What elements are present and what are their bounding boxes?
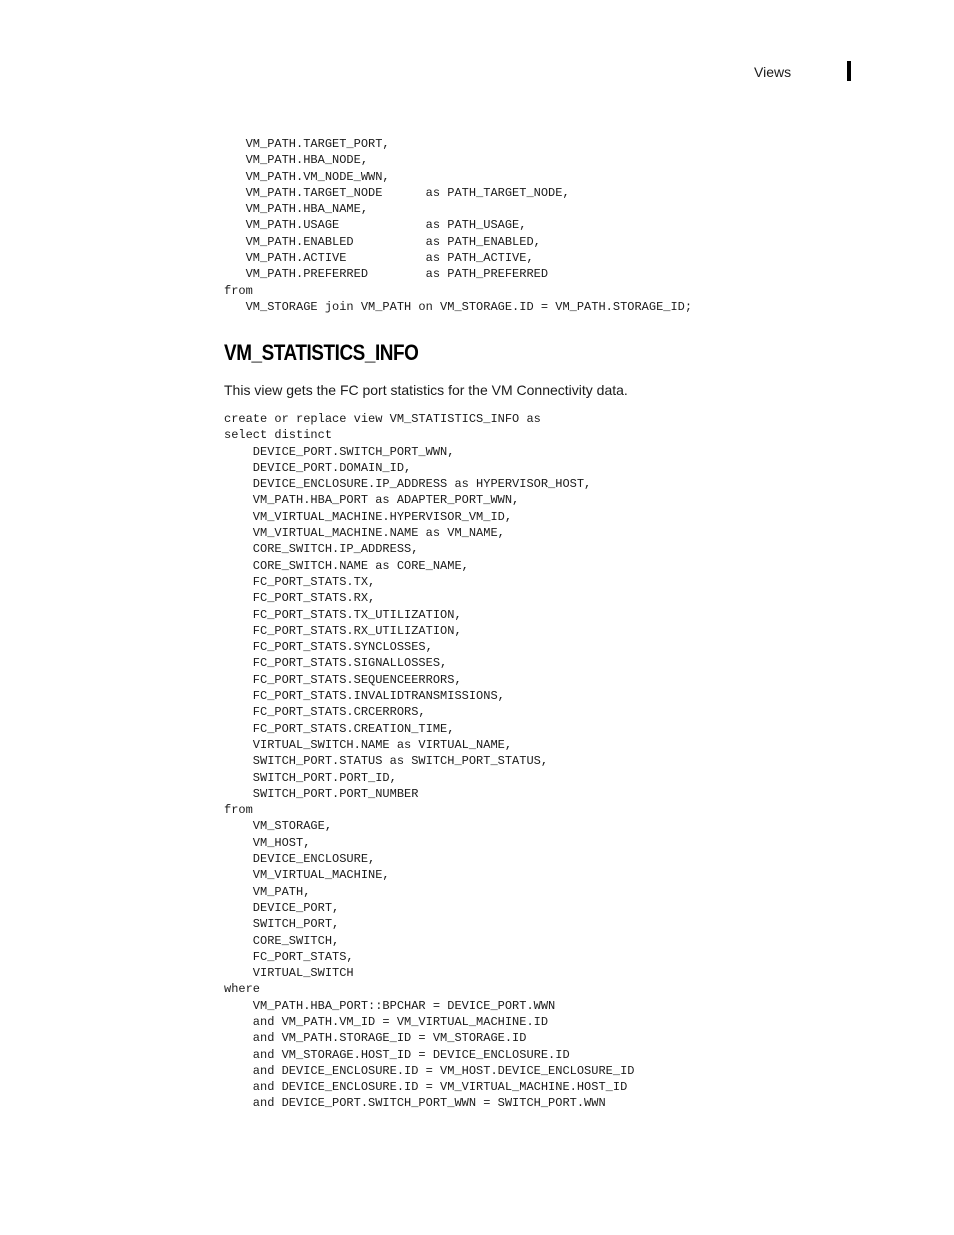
code-block-vm-statistics-info: create or replace view VM_STATISTICS_INFO as select distinct DEVICE_PORT.SWITCH_PORT_WWN, DEVICE_PORT.DOMAIN_ID, DEVICE_ENCLOSURE.IP_ADDRESS as HYPERVISOR_HOST, VM_PATH.HBA_PORT as ADAPTER_PORT_WWN, VM_VIRTUAL_MACHINE.HYPERVISOR_VM_ID, VM_VIRTUAL_MACHINE.NAME as VM_NAME, CORE_SWITCH.IP_ADDRESS, CORE_SWITCH.NAME as CORE_NAME, FC_PORT_STATS.TX, FC_PORT_STATS.RX, FC_PORT_STATS.TX_UTILIZATION, FC_PORT_STATS.RX_UTILIZATION, FC_PORT_STATS.SYNCLOSSES, FC_PORT_STATS.SIGNALLOSSES, FC_PORT_STATS.SEQUENCEERRORS, FC_PORT_STATS.INVALIDTRANSMISSIONS, FC_PORT_STATS.CRCERRORS, FC_PORT_STATS.CREATION_TIME, VIRTUAL_SWITCH.NAME as VIRTUAL_NAME, SWITCH_PORT.STATUS as SWITCH_PORT_STATUS, SWITCH_PORT.PORT_ID, SWITCH_PORT.PORT_NUMBER from VM_STORAGE, VM_HOST, DEVICE_ENCLOSURE, VM_VIRTUAL_MACHINE, VM_PATH, DEVICE_PORT, SWITCH_PORT, CORE_SWITCH, FC_PORT_STATS, VIRTUAL_SWITCH where VM_PATH.HBA_PORT::BPCHAR = DEVICE_PORT.WWN and VM_PATH.VM_ID = VM_VIRTUAL_MACHINE.ID and VM_PATH.STORAGE_ID = VM_STORAGE.ID and VM_STORAGE.HOST_ID = DEVICE_ENCLOSURE.ID and DEVICE_ENCLOSURE.ID = VM_HOST.DEVICE_ENCLOSURE_ID and DEVICE_ENCLOSURE.ID = VM_VIRTUAL_MACHINE.HOST_ID and DEVICE_PORT.SWITCH_PORT_WWN = SWITCH_PORT.WWN	[224, 412, 635, 1111]
section-title: VM_STATISTICS_INFO	[224, 340, 419, 365]
code-block-vm-path-continuation: VM_PATH.TARGET_PORT, VM_PATH.HBA_NODE, VM_PATH.VM_NODE_WWN, VM_PATH.TARGET_NODE as PATH_TARGET_NODE, VM_PATH.HBA_NAME, VM_PATH.USAGE as PATH_USAGE, VM_PATH.ENABLED as PATH_ENABLED, VM_PATH.ACTIVE as PATH_ACTIVE, VM_PATH.PREFERRED as PATH_PREFERRED from VM_STORAGE join VM_PATH on VM_STORAGE.ID = VM_PATH.STORAGE_ID;	[224, 137, 693, 314]
running-header-chapter: Views	[754, 64, 792, 80]
header-marker-bar	[847, 61, 851, 81]
section-description: This view gets the FC port statistics for the VM Connectivity data.	[224, 382, 628, 398]
